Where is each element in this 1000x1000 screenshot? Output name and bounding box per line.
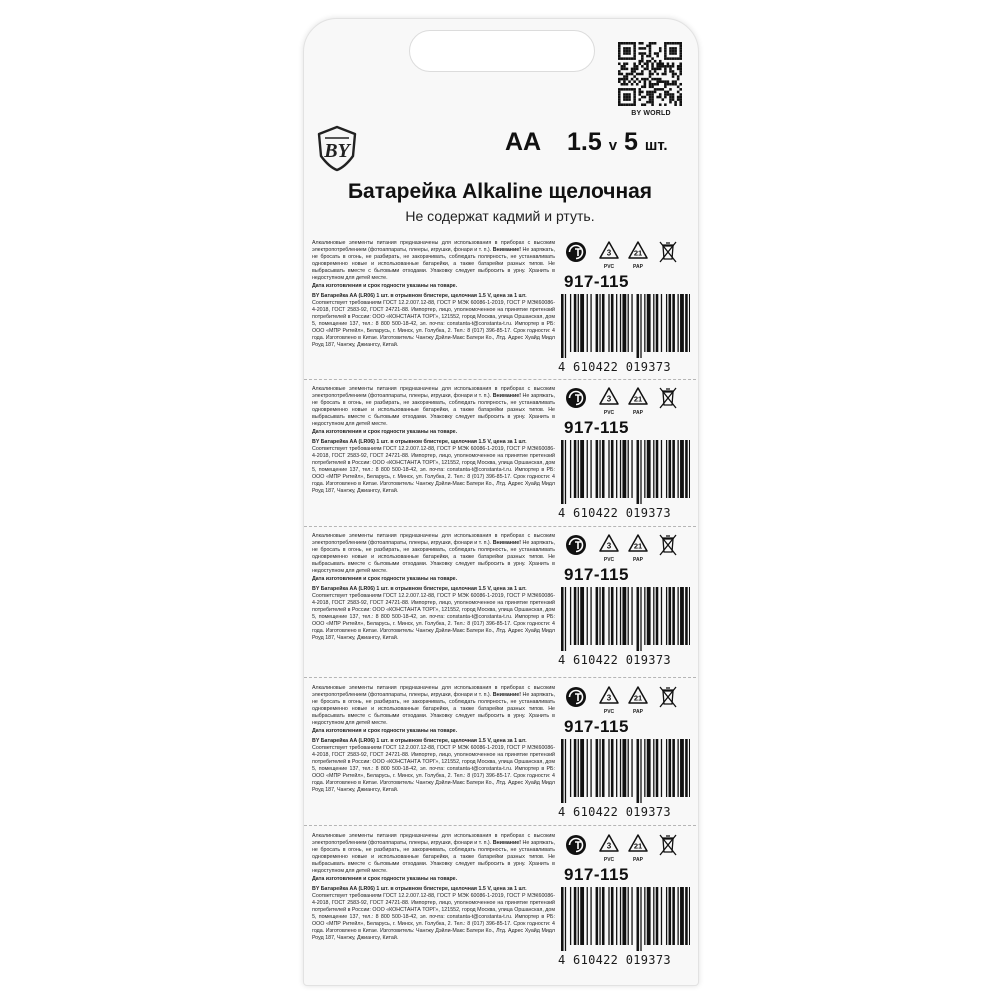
recycle-pap-icon: 21 PAP: [627, 685, 649, 715]
certification-icons: [564, 386, 689, 418]
battery-blister-cell[interactable]: [312, 533, 692, 671]
eac-ct-icon: [564, 240, 588, 264]
barcode-icon: [560, 739, 690, 803]
barcode-icon: [560, 294, 690, 358]
battery-size: AA: [505, 128, 542, 156]
article-number: 917-115: [564, 865, 629, 884]
svg-text:21: 21: [633, 394, 643, 404]
recycle-pap-icon: 21 PAP: [627, 833, 649, 863]
svg-text:21: 21: [633, 248, 643, 258]
crossed-bin-icon: [658, 685, 678, 709]
svg-text:BY: BY: [324, 140, 350, 162]
barcode-icon: [560, 587, 690, 651]
recycle-pap-icon: 21 PAP: [627, 240, 649, 270]
crossed-bin-icon: [658, 533, 678, 557]
qr-code-icon: [618, 42, 682, 106]
recycle-pvc-icon: 3 PVC: [598, 833, 620, 863]
article-number: 917-115: [564, 565, 629, 584]
recycle-pap-icon: 21 PAP: [627, 386, 649, 416]
svg-text:3: 3: [606, 693, 612, 703]
perforation-line: [304, 379, 696, 380]
eac-ct-icon: [564, 685, 588, 709]
hang-hole: [409, 30, 595, 72]
certification-icons: [564, 833, 689, 865]
eac-ct-icon: [564, 833, 588, 857]
recycle-pvc-icon: 3 PVC: [598, 386, 620, 416]
recycle-pvc-icon: 3 PVC: [598, 240, 620, 270]
svg-text:21: 21: [633, 693, 643, 703]
eac-ct-icon: [564, 386, 588, 410]
product-description: Алкалиновые элементы питания предназначены для использования в приборах с высоким электропотреблением (фотоаппараты, плееры, игрушки, фонари и т. п.). Внимание! Не заряжать, не бросать в огонь, не разбирать, не закорачивать, соблюдать полярность, не устанавливать одновременно новые и использованные батарейки, а также батарейки разных типов. Не выбрасывать вместе с бытовыми отходами. Упаковку следует выбросить в урну. Хранить в недоступном для детей месте. Дата изготовления и срок годности указаны на товаре. BY Батарейка AA (LR06) 1 шт. в отрывном блистере, щелочная 1.5 V, цена за 1 шт. Соответствует требованиям ГОСТ 12.2.007.12-88, ГОСТ Р МЭК 60086-1-2019, ГОСТ Р МЭК60086-4-2018, ГОСТ 2583-92, ГОСТ 24721-88. Импортер, лицо, уполномоченное на принятие претензий потребителей в России: ООО «КОНСТАНТА ТОРГ», 121552, город Москва, улица Оршанская, дом 5, помещение 137, тел.: 8 800 500-18-42, эл. почта: constanta-t@constanta-t.ru. Импортер в РБ: ООО «МПР Ритейл», Беларусь, г. Минск, ул. Голубка, 2. Тел.: 8 (017) 396-85-17. Срок годности: 4 года. Изготовлено в Китае. Изготовитель: Чангжу Дэйли-Макс Батери Ко., Лтд. Адрес Хуайд Мидл Роуд 187, Чангжу, Джиангсу, Китай.: [312, 533, 555, 642]
article-number: 917-115: [564, 717, 629, 736]
certification-icons: [564, 240, 689, 272]
battery-voltage: 1.5 v: [567, 128, 618, 156]
product-description: Алкалиновые элементы питания предназначены для использования в приборах с высоким электропотреблением (фотоаппараты, плееры, игрушки, фонари и т. п.). Внимание! Не заряжать, не бросать в огонь, не разбирать, не закорачивать, соблюдать полярность, не устанавливать одновременно новые и использованные батарейки, а также батарейки разных типов. Не выбрасывать вместе с бытовыми отходами. Упаковку следует выбросить в урну. Хранить в недоступном для детей месте. Дата изготовления и срок годности указаны на товаре. BY Батарейка AA (LR06) 1 шт. в отрывном блистере, щелочная 1.5 V, цена за 1 шт. Соответствует требованиям ГОСТ 12.2.007.12-88, ГОСТ Р МЭК 60086-1-2019, ГОСТ Р МЭК60086-4-2018, ГОСТ 2583-92, ГОСТ 24721-88. Импортер, лицо, уполномоченное на принятие претензий потребителей в России: ООО «КОНСТАНТА ТОРГ», 121552, город Москва, улица Оршанская, дом 5, помещение 137, тел.: 8 800 500-18-42, эл. почта: constanta-t@constanta-t.ru. Импортер в РБ: ООО «МПР Ритейл», Беларусь, г. Минск, ул. Голубка, 2. Тел.: 8 (017) 396-85-17. Срок годности: 4 года. Изготовлено в Китае. Изготовитель: Чангжу Дэйли-Макс Батери Ко., Лтд. Адрес Хуайд Мидл Роуд 187, Чангжу, Джиангсу, Китай.: [312, 386, 555, 495]
product-description: Алкалиновые элементы питания предназначены для использования в приборах с высоким электропотреблением (фотоаппараты, плееры, игрушки, фонари и т. п.). Внимание! Не заряжать, не бросать в огонь, не разбирать, не закорачивать, соблюдать полярность, не устанавливать одновременно новые и использованные батарейки, а также батарейки разных типов. Не выбрасывать вместе с бытовыми отходами. Упаковку следует выбросить в урну. Хранить в недоступном для детей месте. Дата изготовления и срок годности указаны на товаре. BY Батарейка AA (LR06) 1 шт. в отрывном блистере, щелочная 1.5 V, цена за 1 шт. Соответствует требованиям ГОСТ 12.2.007.12-88, ГОСТ Р МЭК 60086-1-2019, ГОСТ Р МЭК60086-4-2018, ГОСТ 2583-92, ГОСТ 24721-88. Импортер, лицо, уполномоченное на принятие претензий потребителей в России: ООО «КОНСТАНТА ТОРГ», 121552, город Москва, улица Оршанская, дом 5, помещение 137, тел.: 8 800 500-18-42, эл. почта: constanta-t@constanta-t.ru. Импортер в РБ: ООО «МПР Ритейл», Беларусь, г. Минск, ул. Голубка, 2. Тел.: 8 (017) 396-85-17. Срок годности: 4 года. Изготовлено в Китае. Изготовитель: Чангжу Дэйли-Макс Батери Ко., Лтд. Адрес Хуайд Мидл Роуд 187, Чангжу, Джиангсу, Китай.: [312, 685, 555, 794]
product-title: Батарейка Alkaline щелочная: [347, 180, 653, 203]
barcode-number: 4 610422 019373: [558, 360, 671, 374]
barcode-icon: [560, 887, 690, 951]
perforation-line: [304, 825, 696, 826]
svg-text:21: 21: [633, 541, 643, 551]
svg-text:3: 3: [606, 394, 612, 404]
battery-blister-cell[interactable]: [312, 833, 692, 971]
svg-text:3: 3: [606, 841, 612, 851]
barcode-number: 4 610422 019373: [558, 953, 671, 967]
perforation-line: [304, 526, 696, 527]
battery-blister-cell[interactable]: [312, 386, 692, 524]
article-number: 917-115: [564, 272, 629, 291]
perforation-line: [304, 677, 696, 678]
certification-icons: [564, 685, 689, 717]
article-number: 917-115: [564, 418, 629, 437]
by-logo: [313, 124, 361, 172]
svg-text:3: 3: [606, 248, 612, 258]
crossed-bin-icon: [658, 240, 678, 264]
svg-text:21: 21: [633, 841, 643, 851]
recycle-pvc-icon: 3 PVC: [598, 685, 620, 715]
recycle-pap-icon: 21 PAP: [627, 533, 649, 563]
crossed-bin-icon: [658, 386, 678, 410]
eac-ct-icon: [564, 533, 588, 557]
certification-icons: [564, 533, 689, 565]
recycle-pvc-icon: 3 PVC: [598, 533, 620, 563]
qr-caption: BY WORLD: [631, 110, 671, 117]
barcode-icon: [560, 440, 690, 504]
battery-blister-cell[interactable]: [312, 685, 692, 823]
product-description: Алкалиновые элементы питания предназначены для использования в приборах с высоким электропотреблением (фотоаппараты, плееры, игрушки, фонари и т. п.). Внимание! Не заряжать, не бросать в огонь, не разбирать, не закорачивать, соблюдать полярность, не устанавливать одновременно новые и использованные батарейки, а также батарейки разных типов. Не выбрасывать вместе с бытовыми отходами. Упаковку следует выбросить в урну. Хранить в недоступном для детей месте. Дата изготовления и срок годности указаны на товаре. BY Батарейка AA (LR06) 1 шт. в отрывном блистере, щелочная 1.5 V, цена за 1 шт. Соответствует требованиям ГОСТ 12.2.007.12-88, ГОСТ Р МЭК 60086-1-2019, ГОСТ Р МЭК60086-4-2018, ГОСТ 2583-92, ГОСТ 24721-88. Импортер, лицо, уполномоченное на принятие претензий потребителей в России: ООО «КОНСТАНТА ТОРГ», 121552, город Москва, улица Оршанская, дом 5, помещение 137, тел.: 8 800 500-18-42, эл. почта: constanta-t@constanta-t.ru. Импортер в РБ: ООО «МПР Ритейл», Беларусь, г. Минск, ул. Голубка, 2. Тел.: 8 (017) 396-85-17. Срок годности: 4 года. Изготовлено в Китае. Изготовитель: Чангжу Дэйли-Макс Батери Ко., Лтд. Адрес Хуайд Мидл Роуд 187, Чангжу, Джиангсу, Китай.: [312, 240, 555, 349]
svg-text:3: 3: [606, 541, 612, 551]
battery-blister-cell[interactable]: [312, 240, 692, 378]
barcode-number: 4 610422 019373: [558, 805, 671, 819]
product-subtitle: Не содержат кадмий и ртуть.: [405, 208, 595, 224]
product-description: Алкалиновые элементы питания предназначены для использования в приборах с высоким электропотреблением (фотоаппараты, плееры, игрушки, фонари и т. п.). Внимание! Не заряжать, не бросать в огонь, не разбирать, не закорачивать, соблюдать полярность, не устанавливать одновременно новые и использованные батарейки, а также батарейки разных типов. Не выбрасывать вместе с бытовыми отходами. Упаковку следует выбросить в урну. Хранить в недоступном для детей месте. Дата изготовления и срок годности указаны на товаре. BY Батарейка AA (LR06) 1 шт. в отрывном блистере, щелочная 1.5 V, цена за 1 шт. Соответствует требованиям ГОСТ 12.2.007.12-88, ГОСТ Р МЭК 60086-1-2019, ГОСТ Р МЭК60086-4-2018, ГОСТ 2583-92, ГОСТ 24721-88. Импортер, лицо, уполномоченное на принятие претензий потребителей в России: ООО «КОНСТАНТА ТОРГ», 121552, город Москва, улица Оршанская, дом 5, помещение 137, тел.: 8 800 500-18-42, эл. почта: constanta-t@constanta-t.ru. Импортер в РБ: ООО «МПР Ритейл», Беларусь, г. Минск, ул. Голубка, 2. Тел.: 8 (017) 396-85-17. Срок годности: 4 года. Изготовлено в Китае. Изготовитель: Чангжу Дэйли-Макс Батери Ко., Лтд. Адрес Хуайд Мидл Роуд 187, Чангжу, Джиангсу, Китай.: [312, 833, 555, 942]
crossed-bin-icon: [658, 833, 678, 857]
barcode-number: 4 610422 019373: [558, 653, 671, 667]
battery-quantity: 5 шт.: [624, 128, 668, 156]
barcode-number: 4 610422 019373: [558, 506, 671, 520]
